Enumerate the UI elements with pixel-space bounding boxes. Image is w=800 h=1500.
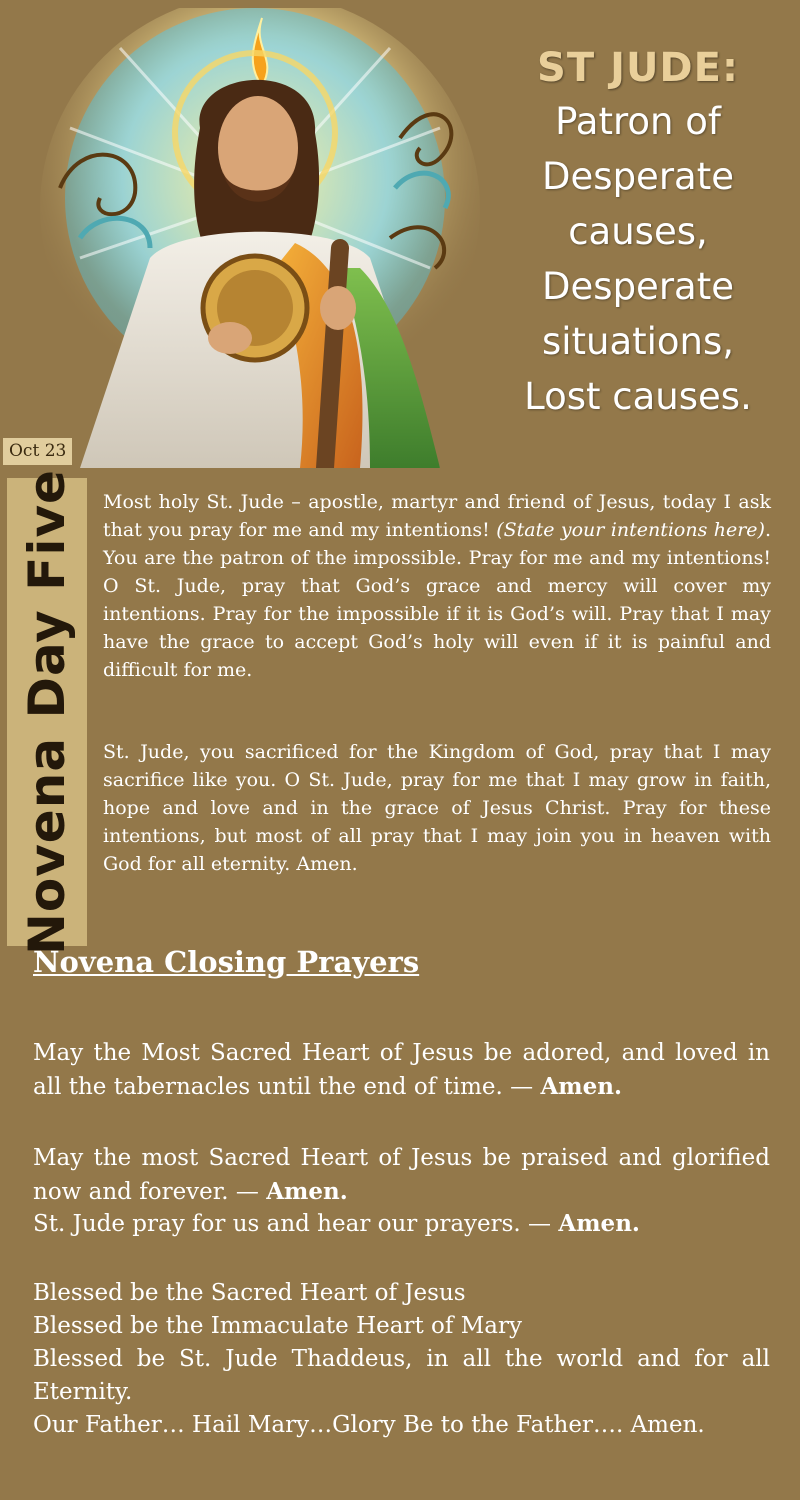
subtitle-line: situations, <box>541 320 735 363</box>
subtitle-line: Lost causes. <box>524 375 752 418</box>
closing-text: May the Most Sacred Heart of Jesus be adored, and loved in all the tabernacles until the end of time. — <box>33 1040 770 1100</box>
amen-text: Amen. <box>540 1073 622 1100</box>
novena-day-label: Novena Day Five <box>18 469 76 955</box>
date-badge: Oct 23 <box>3 438 72 465</box>
prayer-paragraph-1 <box>103 488 771 684</box>
st-jude-illustration <box>40 8 480 468</box>
litany-line: Blessed be the Immaculate Heart of Mary <box>33 1313 522 1339</box>
st-jude-portrait <box>40 8 480 468</box>
prayer-paragraph-2: St. Jude, you sacrificed for the Kingdom of God, pray that I may sacrifice like you. O St. Jude, pray for me that I may grow in faith, hope and love and in the grace of Jesus Christ. Pray for these intentions, but most of all pray that I may join you in heaven with God for all eternity. Amen. <box>103 741 771 875</box>
prayer-text: Most holy St. Jude – apostle, martyr and friend of Jesus, today I ask that you pray for me and my intentions! <box>103 491 771 541</box>
page-title: ST JUDE: <box>537 45 739 91</box>
title-block <box>488 42 788 424</box>
closing-text: St. Jude pray for us and hear our prayers. — <box>33 1211 559 1237</box>
amen-text: Amen. <box>558 1210 640 1237</box>
closing-prayers-heading: Novena Closing Prayers <box>33 945 420 979</box>
subtitle-line: Desperate <box>542 155 734 198</box>
subtitle-line: Patron of <box>555 100 721 143</box>
litany-line: Blessed be St. Jude Thaddeus, in all the world and for all Eternity. <box>33 1346 770 1405</box>
closing-text: May the most Sacred Heart of Jesus be praised and glorified now and forever. — <box>33 1145 770 1205</box>
subtitle-line: Desperate <box>542 265 734 308</box>
subtitle-line: causes, <box>568 210 708 253</box>
blessed-litany <box>33 1277 770 1442</box>
litany-line: Blessed be the Sacred Heart of Jesus <box>33 1280 466 1306</box>
closing-prayer-1 <box>33 1037 770 1104</box>
amen-text: Amen. <box>266 1178 348 1205</box>
litany-line: Our Father… Hail Mary…Glory Be to the Father…. Amen. <box>33 1412 705 1438</box>
prayer-text: . You are the patron of the impossible. Pray for me and my intentions! O St. Jude, pray that God’s grace and mercy will cover my intentions. Pray for the impossible if it is God’s will. Pray that I may have the grace to accept God’s holy will even if it is painful and difficult for me. <box>103 519 772 681</box>
closing-prayer-2 <box>33 1142 770 1209</box>
intentions-placeholder-text: (State your intentions here) <box>496 519 765 541</box>
closing-prayer-3 <box>33 1207 770 1241</box>
